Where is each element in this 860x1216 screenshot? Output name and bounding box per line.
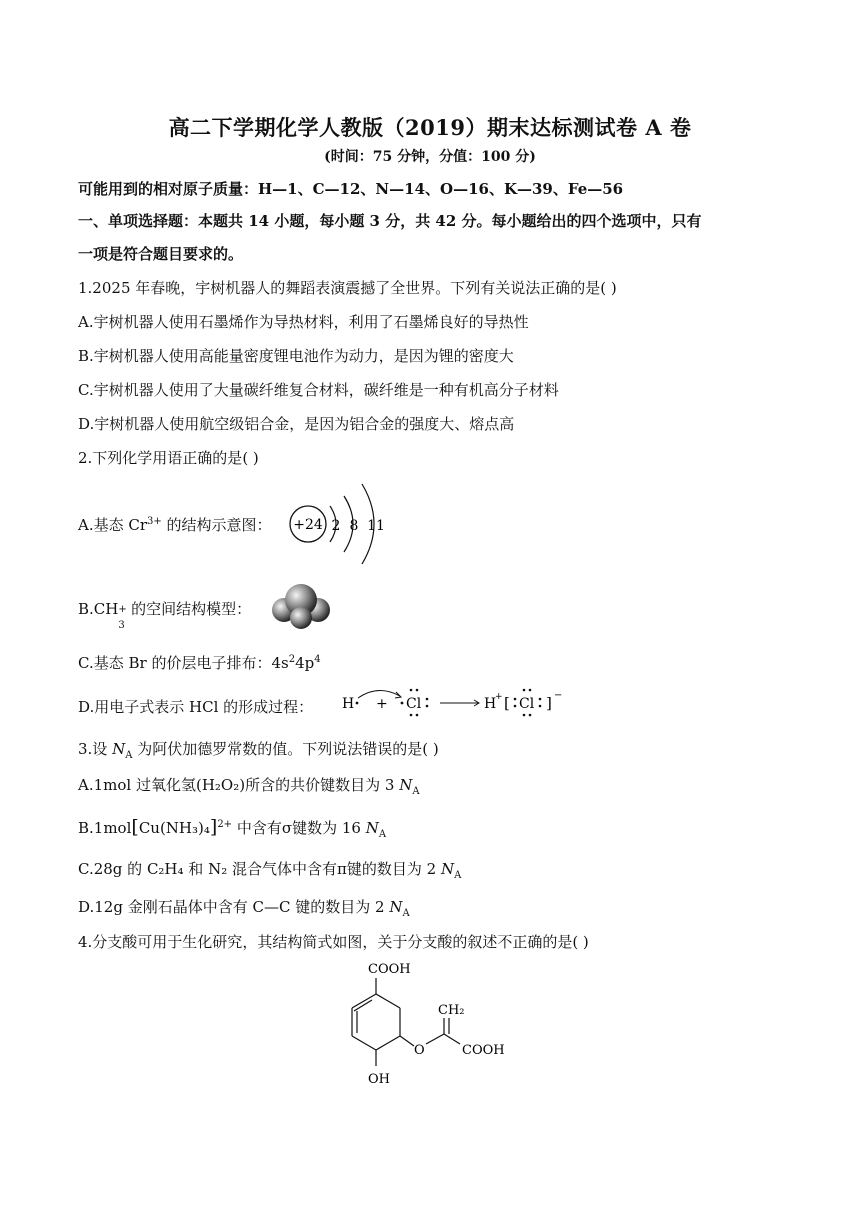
q2-b-prefix: B.CH [78,600,119,618]
q3-b-na-sub: A [378,829,387,840]
q3-a-suffix: )所含的共价键数目为 3 [239,776,395,794]
cl-dot-l [401,702,404,705]
plus-sign: + [376,696,388,712]
q2-b-suffix: 的空间结构模型： [126,600,252,618]
q3-c-f1: C₂H₄ [146,860,184,878]
q3-option-b: $B.1mol[Cu(NH_3)_4]^{2+}$ 中含有σ键数为 16 $N_A$ [78,816,387,840]
q1-option-c: C.宇树机器人使用了大量碳纤维复合材料，碳纤维是一种有机高分子材料 [78,381,559,399]
q3-a-na: N [399,776,413,794]
product-h: H [484,696,497,712]
q3-option-d [78,896,410,919]
h-symbol: H [342,696,355,712]
product-cl: Cl [519,696,535,712]
q3-c-na-sub: A [454,870,462,881]
q3-b-charge: 2+ [217,819,233,830]
cl-dot-r1 [426,698,429,701]
q3-stem-suffix: 为阿伏加德罗常数的值。下列说法错误的是( ) [132,740,439,758]
ring-bond-4 [376,1036,400,1050]
cl-dot-t2 [416,689,419,692]
q3-d-text: D.12g 金刚石晶体中含有 C—C 键的数目为 2 [78,898,385,916]
q2-option-c [78,652,321,673]
p-dot-r1 [539,698,542,701]
product-h-charge: + [495,692,503,702]
label-oh: OH [368,1072,390,1087]
ring-bond-1 [352,994,376,1008]
q2-option-a [78,514,272,535]
shell-count-1: 2 [331,518,341,534]
cl-dot-t1 [410,689,413,692]
q1-option-d: D.宇树机器人使用航空级铝合金，是因为铝合金的强度大、熔点高 [78,415,515,433]
q2-a-suffix: 的结构示意图： [161,516,272,534]
chorismic-acid-structure [320,956,530,1096]
q2-c-sup1: 2 [288,654,296,665]
hcl-electron-formation [338,684,578,720]
section-heading-line2: 一项是符合题目要求的。 [78,245,244,263]
bond-o-c [426,1034,444,1044]
bond-ring-o [400,1036,414,1046]
q3-stem [78,738,439,761]
ring-bond-6 [376,994,400,1008]
h-atom-front [290,607,312,629]
bracket-open: [ [504,694,510,712]
q2-d-prefix: D.用电子式表示 HCl 的形成过程： [78,698,314,716]
p-dot-l2 [514,705,517,708]
q3-c-mid: 和 [183,860,209,878]
page-title: 高二下学期化学人教版（2019）期末达标测试卷 A 卷 [168,115,692,140]
q1-option-b: B.宇树机器人使用高能量密度锂电池作为动力，是因为锂的密度大 [78,347,514,365]
p-dot-t2 [529,689,532,692]
q3-b-na: N [365,819,379,837]
p-dot-t1 [523,689,526,692]
q2-c-config: 4s [271,654,289,672]
atomic-masses: 可能用到的相对原子质量：H—1、C—12、N—14、O—16、K—39、Fe—56 [78,180,624,198]
q2-stem: 2.下列化学用语正确的是( ) [78,449,259,467]
ring-bond-3 [352,1036,376,1050]
bond-c-cooh [444,1034,460,1044]
q2-b-charge: + [118,604,127,615]
q3-na-sub: A [125,750,133,761]
q2-option-b [78,598,252,631]
q2-a-prefix: A.基态 Cr [78,516,148,534]
q2-option-d [78,696,313,717]
q3-c-suffix: 混合气体中含有π键的数目为 2 [227,860,437,878]
product-cl-charge: − [554,690,563,701]
q3-option-a [78,774,420,797]
cl-dot-b1 [410,714,413,717]
q3-a-text: A.1mol 过氧化氢( [78,776,202,794]
q2-b-sub: 3 [118,620,125,631]
p-dot-l1 [514,698,517,701]
q2-c-prefix: C.基态 Br 的价层电子排布： [78,654,272,672]
page-subtitle: (时间：75 分钟，分值：100 分) [324,149,536,165]
p-dot-b1 [523,714,526,717]
q1-option-a: A.宇树机器人使用石墨烯作为导热材料，利用了石墨烯良好的导热性 [78,313,529,331]
q3-stem-prefix: 3.设 [78,740,113,758]
p-dot-b2 [529,714,532,717]
ch3-space-model [270,580,332,630]
q3-c-text: C.28g 的 [78,860,147,878]
section-heading-line1: 一、单项选择题：本题共 14 小题，每小题 3 分，共 42 分。每小题给出的四个选项中，只有 [78,212,702,230]
q3-d-na: N [389,898,403,916]
label-cooh-top: COOH [368,962,411,977]
cr-structure-diagram [286,478,396,568]
q4-stem: 4.分支酸可用于生化研究，其结构简式如图，关于分支酸的叙述不正确的是( ) [78,933,589,951]
q3-b-suffix: 中含有σ键数为 16 [232,819,361,837]
q2-c-sup2: 4 [314,654,321,665]
q3-d-na-sub: A [402,908,410,919]
cl-dot-r2 [426,705,429,708]
q3-b-formula: Cu(NH₃)₄ [138,819,210,837]
label-o: O [414,1043,425,1058]
q2-c-mid: 4p [295,654,315,672]
q3-option-c [78,858,461,881]
q3-c-f2: N₂ [208,860,228,878]
cl-dot-b2 [416,714,419,717]
q1-stem: 1.2025 年春晚，宇树机器人的舞蹈表演震撼了全世界。下列有关说法正确的是( ) [78,279,617,297]
shell-count-2: 8 [349,518,359,534]
q2-a-charge: 3+ [147,516,162,527]
shell-count-3: 11 [367,518,385,534]
h-electron-dot [356,702,359,705]
bracket-close: ] [546,694,552,712]
q3-a-formula: H₂O₂ [201,776,240,794]
nucleus-label: +24 [293,517,323,533]
label-ch2: CH₂ [438,1003,465,1018]
q3-b-text: B.1mol [78,819,132,837]
q3-na: N [112,740,126,758]
cl-symbol: Cl [406,696,422,712]
label-cooh-right: COOH [462,1043,505,1058]
q3-a-na-sub: A [412,786,420,797]
q3-c-na: N [440,860,455,878]
p-dot-r2 [539,705,542,708]
